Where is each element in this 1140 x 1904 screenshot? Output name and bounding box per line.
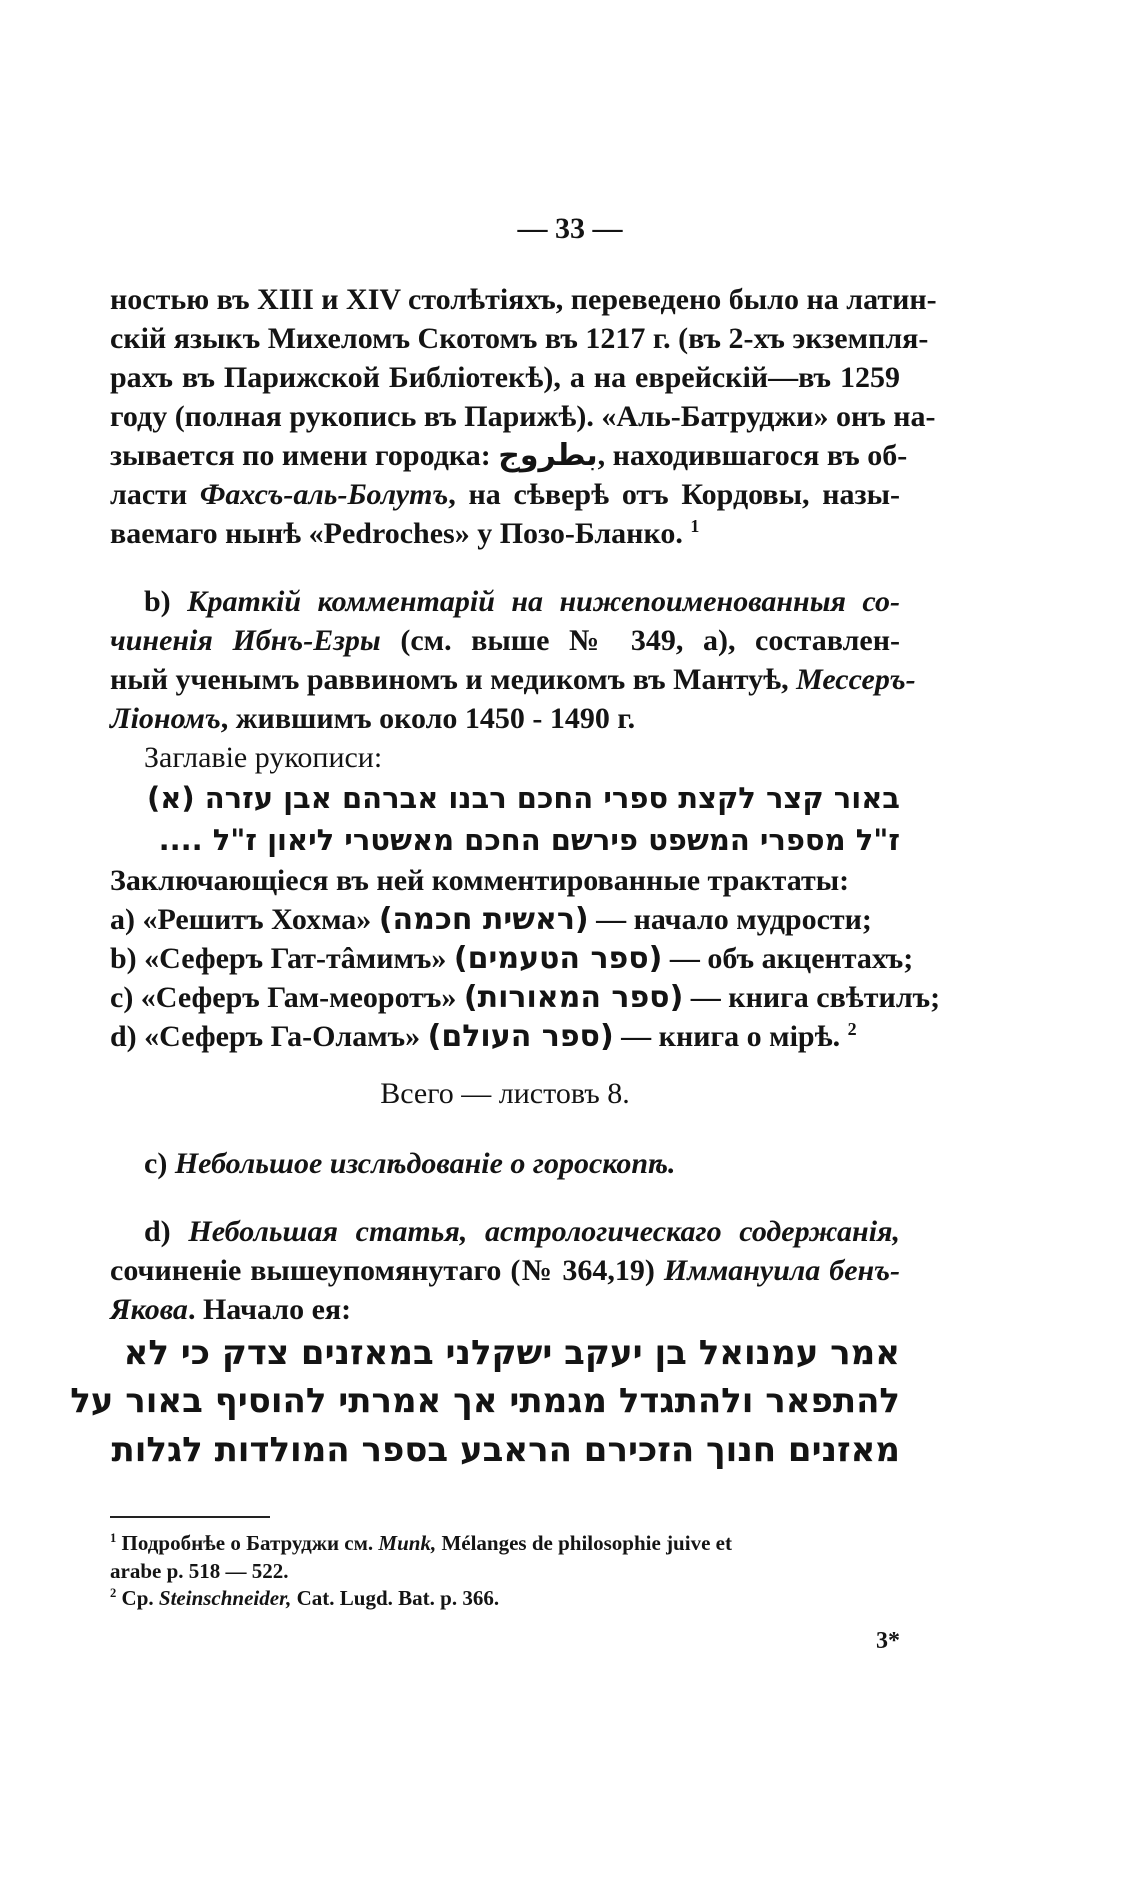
hebrew-incipit-line: אמר עמנואל בן יעקב ישקלני במאזנים צדק כי לא: [123, 1333, 900, 1373]
arabic-place-name: بطروج: [498, 438, 598, 473]
treatise-item: b) «Сеферъ Гат-тâмимъ» (ספר הטעמים) — объ акцентахъ;: [110, 941, 914, 977]
text-line: b) Краткій комментарій на нижепоименованныя со-: [144, 585, 900, 618]
footnote-mark: 1: [690, 516, 700, 536]
text-line: Якова. Начало ея:: [110, 1293, 352, 1326]
text-line: ласти Фахсъ-аль-Болутъ, на сѣверѣ отъ Кордовы, назы-: [110, 478, 900, 511]
footnote-2: $^2$ Ср. Steinschneider, Cat. Lugd. Bat. p. 366.: [110, 1586, 500, 1611]
manuscript-title-label: Заглавіе рукописи:: [144, 741, 383, 774]
total-sheets: Всего — листовъ 8.: [380, 1077, 630, 1111]
section-d: [70, 1212, 900, 1474]
text-line: чиненія Ибнъ-Езры (см. выше № 349, а), составлен-: [110, 624, 900, 657]
footnote-1: $^1$ Подробнѣе о Батруджи см. Munk, Mélanges de philosophie juive et: [110, 1531, 732, 1555]
section-b: [110, 582, 941, 1113]
text-line: c) Небольшое изслѣдованіе о гороскопѣ.: [144, 1147, 676, 1180]
footnote-mark: 2: [847, 1019, 857, 1040]
hebrew-title-line: ז"ל מספרי המשפט פירשם החכם מאשטרי ליאון ז"ל ....: [158, 823, 900, 858]
treatise-item: a) «Решитъ Хохма» (ראשית חכמה) — начало мудрости;: [110, 902, 872, 938]
hebrew-incipit-line: מאזנים חנוך הזכירם הראבע בספר המולדות לגלות: [111, 1429, 900, 1470]
section-c: [110, 1144, 900, 1183]
text-line: скій языкъ Михеломъ Скотомъ въ 1217 г. (въ 2-хъ экземпля-: [110, 322, 929, 355]
paragraph-batrudji: [110, 280, 937, 553]
treatises-label: Заключающіеся въ ней комментированные трактаты:: [110, 864, 850, 898]
treatise-item: c) «Сеферъ Гам-меоротъ» (ספר המאורות) — книга свѣтилъ;: [110, 980, 941, 1016]
text-line: Ліономъ, жившимъ около 1450 - 1490 г.: [110, 702, 636, 735]
text-line: ваемаго нынѣ «Pedroches» у Позо-Бланко. $^1$: [110, 516, 700, 550]
footnote-1-continued: arabe p. 518 — 522.: [110, 1558, 289, 1583]
hebrew-incipit-line: להתפאר ולהתגדל מגמתי אך אמרתי להוסיף באור על: [70, 1381, 900, 1422]
text-line: ный ученымъ раввиномъ и медикомъ въ Мантуѣ, Мессеръ-: [110, 663, 916, 696]
page-number: — 33 —: [517, 212, 623, 245]
text-line: рахъ въ Парижской Библіотекѣ), а на еврейскій—въ 1259: [110, 361, 900, 394]
text-line: сочиненіе вышеупомянутаго (№ 364,19) Иммануила бенъ-: [110, 1254, 900, 1287]
treatise-item: d) «Сеферъ Га-Оламъ» (ספר העולם) — книга о мірѣ. $^2$: [110, 1019, 857, 1055]
text-line: зывается по имени городка: بطروج, находившагося въ об-: [110, 438, 908, 473]
signature-mark: 3*: [876, 1628, 900, 1654]
footnotes: [110, 1530, 900, 1613]
hebrew-title-line: באור קצר לקצת ספרי החכם רבנו אברהם אבן עזרה (א): [146, 781, 900, 815]
text-line: d) Небольшая статья, астрологическаго содержанія,: [144, 1215, 900, 1248]
text-line: году (полная рукопись въ Парижѣ). «Аль-Батруджи» онъ на-: [110, 400, 936, 433]
footnote-divider: [110, 1516, 270, 1518]
text-line: ностью въ XIII и XIV столѣтіяхъ, переведено было на латин-: [110, 283, 937, 316]
